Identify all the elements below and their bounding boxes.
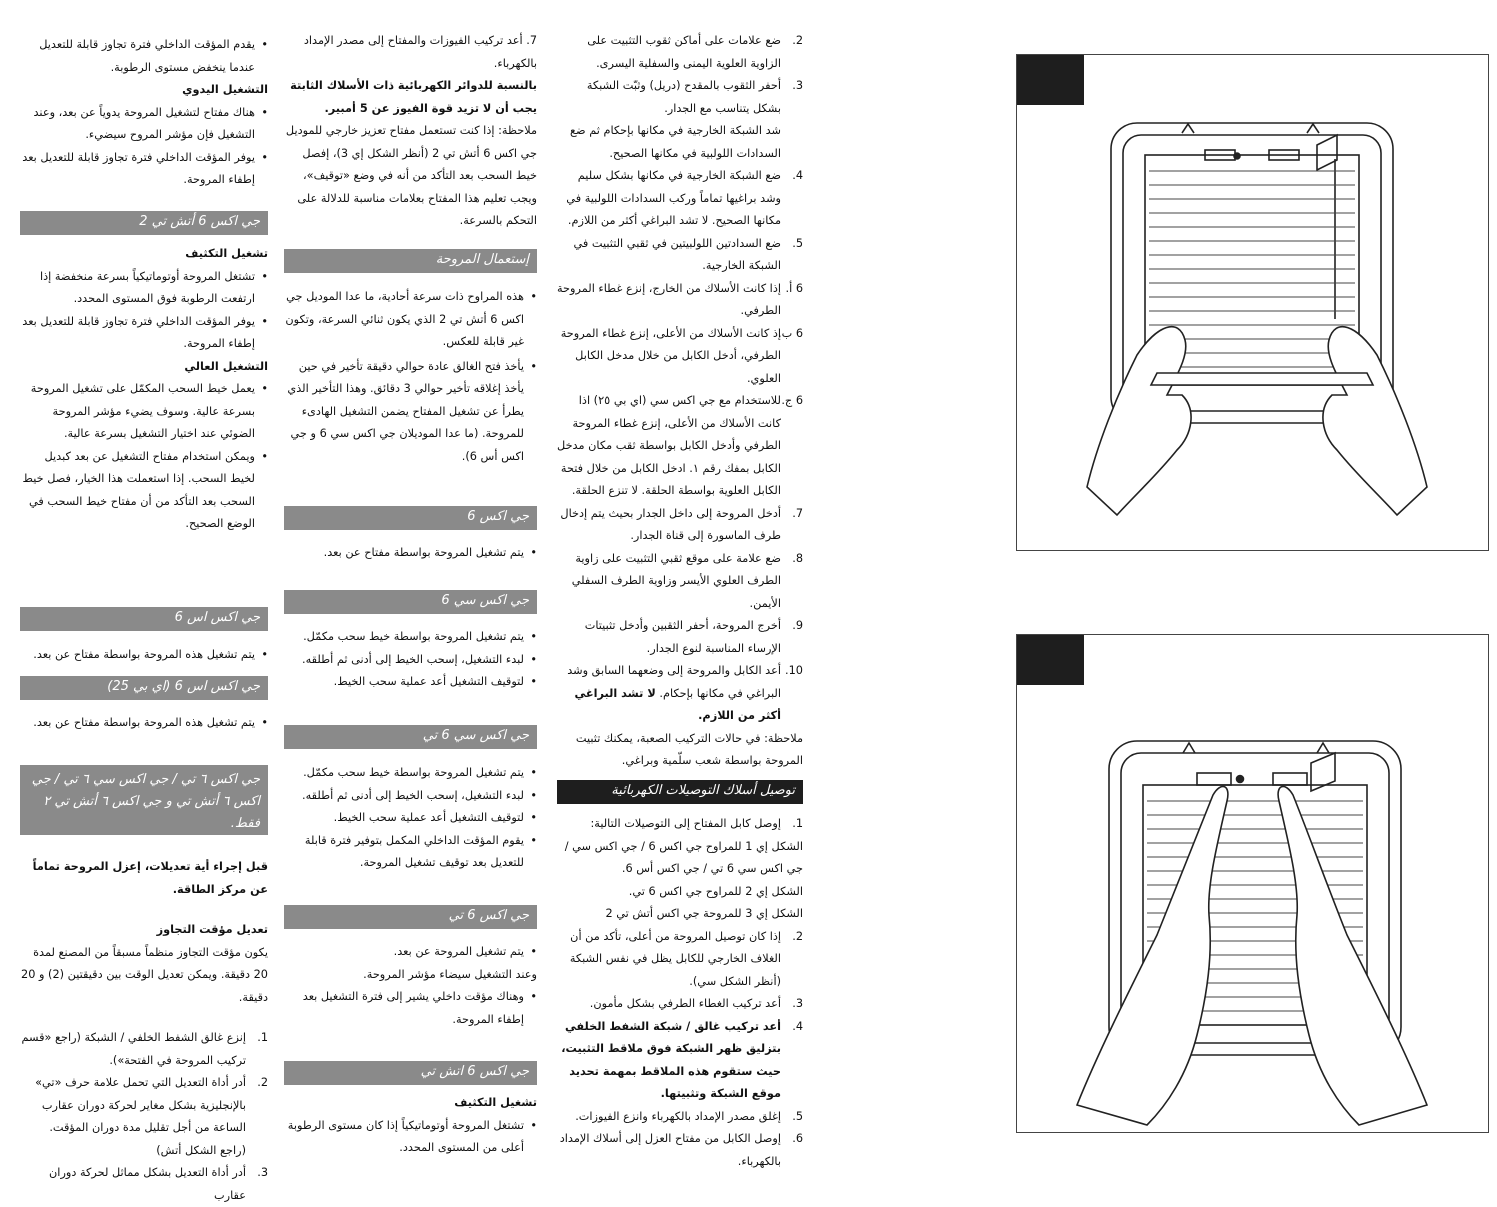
warning-text: قبل إجراء أية تعديلات، إعزل المروحة تماماً عن مركز الطاقة. [32, 860, 268, 896]
paragraph: • يتم تشغيل هذه المروحة بواسطة مفتاح عن بعد. [7, 712, 268, 735]
step-number: 2. [792, 929, 803, 943]
paragraph: • يتم تشغيل المروحة بواسطة خيط سحب مكمّل. [284, 762, 537, 785]
section-band: جي اكس 6 اتش تي [284, 1061, 537, 1085]
step-number: 1. [792, 817, 803, 830]
paragraph: • لبدء التشغيل، إسحب الخيط إلى أدنى ثم أطلقه. [284, 649, 537, 672]
step-item [557, 30, 803, 75]
section-band: جي اكس 6 [284, 506, 537, 530]
step-text: ضع علامات على أماكن ثقوب التثبيت على الزاوية العلوية اليمنى والسفلية اليسرى. [587, 34, 781, 70]
step-item [20, 1072, 268, 1162]
step-item [557, 233, 803, 278]
paragraph: • هناك مفتاح لتشغيل المروحة يدوياً عن بعد، وعند التشغيل فإن مؤشر المروح سيضيء. [20, 102, 268, 147]
step-number: 1. [257, 1031, 268, 1044]
section-band: جي اكس 6 أتش تي 2 [20, 211, 268, 235]
step-text: إوصل كابل المفتاح إلى التوصيلات التالية: [590, 817, 781, 830]
step-item [557, 1016, 803, 1106]
paragraph: • تشتغل المروحة أوتوماتيكياً إذا كان مستوى الرطوبة أعلى من المستوى المحدد. [284, 1115, 537, 1160]
step-text: أعد تركيب غالق / شبكة الشفط الخلفي بتزليق ظهر الشبكة فوق ملاقط التثبيت، حيث ستقوم هذه الملاقط بمهمة تحديد موقع الشبكة وتثبيتها. [561, 1019, 781, 1100]
section-heading: تشغيل التكثيف [454, 1096, 537, 1109]
step-number: 7. [792, 506, 803, 520]
paragraph: شد الشبكة الخارجية في مكانها بإحكام ثم ضع السدادات اللولبية في مكانها الصحيح. [570, 124, 781, 160]
step-text: أدر أداة التعديل التي تحمل علامة حرف «تي» بالإنجليزية بشكل مغاير لحركة دوران عقارب الساعة من أجل تقليل مدة دوران المؤقت. (راجع الشكل أتش) [35, 1076, 246, 1157]
paragraph: • وهناك مؤقت داخلي يشير إلى فترة التشغيل بعد إطفاء المروحة. [284, 986, 537, 1031]
fan-grille-hands-illustration [1017, 55, 1488, 550]
section-band: جي اكس ٦ تي / جي اكس سي ٦ تي / جي اكس ٦ أتش تي و جي اكس ٦ أتش تي ٢ فقط. [20, 765, 268, 835]
step-number: 3. [257, 1166, 268, 1179]
step-item [557, 993, 803, 1016]
step-text: أعد الكابل والمروحة إلى وضعهما السابق وشد البراغي في مكانها بإحكام. [567, 664, 781, 700]
section-heading: تشغيل التكثيف [185, 247, 268, 260]
paragraph: وعند التشغيل سيضاء مؤشر المروحة. [363, 967, 537, 981]
section-heading: تعديل مؤقت التجاوز [156, 923, 268, 936]
step-text: أحفر الثقوب بالمقدح (دريل) وثبّت الشبكة بشكل يتناسب مع الجدار. [586, 79, 781, 115]
step-text: أعد تركيب الغطاء الطرفي بشكل مأمون. [589, 997, 781, 1010]
step-item [557, 165, 803, 233]
section-band: جي اكس سي 6 [284, 590, 537, 614]
fan-grille-fingers-illustration [1017, 635, 1488, 1132]
paragraph: • يقدم المؤقت الداخلي فترة تجاوز قابلة للتعديل عندما ينخفض مستوى الرطوبة. [20, 34, 268, 79]
step-item [557, 615, 803, 660]
paragraph: • ويمكن استخدام مفتاح التشغيل عن بعد كبديل لخيط السحب. إذا استعملت هذا الخيار، فصل خيط السحب بعد التأكد من أن مفتاح خيط السحب في الوضع الصحيح. [20, 446, 268, 536]
section-band: جي اكس 6 تي [284, 905, 537, 929]
step-text: ضع علامة على موقع ثقبي التثبيت على زاوية الطرف العلوي الأيسر وزاوية الطرف السفلي الأيمن. [571, 551, 781, 610]
paragraph: • يتم تشغيل هذه المروحة بواسطة مفتاح عن بعد. [7, 644, 268, 667]
note-paragraph: ملاحظة: إذا كنت تستعمل مفتاح تعزيز خارجي للموديل جي اكس 6 أتش تي 2 (أنظر الشكل إي 3)، إفصل خيط السحب بعد التأكد من أنه في وضع «توقيف»، ويجب تعليم هذا المفتاح بعلامات مناسبة للدلالة على التحكم بالسرعة. [285, 124, 537, 227]
step-item [557, 926, 803, 994]
section-heading: التشغيل العالي [184, 359, 268, 373]
step-number: 5. [792, 236, 803, 250]
paragraph: • لبدء التشغيل، إسحب الخيط إلى أدنى ثم أطلقه. [284, 785, 537, 808]
paragraph: الشكل إي 3 للمروحة جي اكس أتش تي 2 [605, 907, 803, 920]
step-number: 3. [792, 997, 803, 1010]
step-item [557, 813, 803, 836]
step-number: 5. [792, 1109, 803, 1123]
step-number: 6. [792, 1132, 803, 1145]
step-number: 10. [785, 664, 803, 677]
step-number: 9. [792, 619, 803, 632]
step-number: 6 ج. [781, 394, 803, 407]
step-item [557, 278, 803, 323]
step-text: إغلق مصدر الإمداد بالكهرباء وانزع الفيوزات. [575, 1109, 781, 1123]
step-item [557, 1106, 803, 1129]
section-band: إستعمال المروحة [284, 249, 537, 273]
paragraph: • يتم تشغيل المروحة عن بعد. [284, 941, 537, 964]
note-paragraph: ملاحظة: في حالات التركيب الصعبة، يمكنك تثبيت المروحة بواسطة شعب سلّمية وبراغي. [575, 731, 803, 767]
step-text: إنزع غالق الشفط الخلفي / الشبكة (راجع «قسم تركيب المروحة في الفتحة»). [21, 1031, 246, 1067]
paragraph-bold: بالنسبة للدوائر الكهربائية ذات الأسلاك الثابتة يجب أن لا تزيد قوة الفيوز عن 5 أمبير. [290, 79, 537, 115]
section-band: جي اكس اس 6 (اي بي 25) [20, 676, 268, 700]
step-item [557, 323, 803, 391]
paragraph: • يعمل خيط السحب المكمّل على تشغيل المروحة بسرعة عالية. وسوف يضيء مؤشر المروحة الضوئي عند اختيار التشغيل بسرعة عالية. [20, 378, 268, 446]
step-item [557, 503, 803, 548]
figure-panel-top [1016, 54, 1489, 551]
step-text-bold: لا تشد البراغي أكثر من اللازم. [574, 686, 781, 722]
step-text: إذا كان توصيل المروحة من أعلى، تأكد من أن الغلاف الخارجي للكابل يظل في نفس الشبكة (أنظر الشكل سي). [569, 929, 781, 988]
step-number: 4. [792, 1019, 803, 1033]
paragraph: يكون مؤقت التجاوز منظماً مسبقاً من المصنع لمدة 20 دقيقة. ويمكن تعديل الوقت بين دقيقتين (2) و 20 دقيقة. [21, 945, 268, 1004]
paragraph: • تشتغل المروحة أوتوماتيكياً بسرعة منخفضة إذا ارتفعت الرطوبة فوق المستوى المحدد. [20, 266, 268, 311]
step-item [557, 390, 803, 503]
paragraph: • لتوقيف التشغيل أعد عملية سحب الخيط. [284, 807, 537, 830]
paragraph: • يتم تشغيل المروحة بواسطة خيط سحب مكمّل. [284, 626, 537, 649]
step-item [20, 1162, 268, 1207]
step-text: للاستخدام مع جي اكس سي (اي بي ٢٥) اذا كانت الأسلاك من الأعلى، إنزع غطاء المروحة الطرفي وأدخل الكابل بواسطة ثقب مكان مدخل الكابل بمفك رقم ١. ادخل الكابل من خلال فتحة الكابل العلوية بواسطة الحلقة. لا تنزع الحلقة. [557, 394, 781, 497]
figure-panel-bottom [1016, 634, 1489, 1133]
section-band: جي اكس اس 6 [20, 607, 268, 631]
step-item [20, 1027, 268, 1072]
step-number: 4. [792, 169, 803, 182]
step-text: أدر أداة التعديل بشكل مماثل لحركة دوران عقارب [49, 1166, 246, 1202]
paragraph: • هذه المراوح ذات سرعة أحادية، ما عدا الموديل جي اكس 6 أتش تي 2 الذي يكون ثنائي السرعة، وتكون غير قابلة للعكس. [284, 286, 537, 354]
step-number: 6 ب. [777, 326, 803, 340]
step-number: 6 أ. [785, 281, 803, 295]
step-number: 3. [792, 79, 803, 92]
step-number: 2. [257, 1076, 268, 1089]
paragraph: 7. أعد تركيب الفيوزات والمفتاح إلى مصدر الإمداد بالكهرباء. [303, 34, 537, 70]
step-item [557, 75, 803, 120]
step-item [557, 1128, 803, 1173]
paragraph: • يوفر المؤقت الداخلي فترة تجاوز قابلة للتعديل بعد إطفاء المروحة. [20, 311, 268, 356]
section-heading: التشغيل اليدوي [182, 83, 268, 96]
section-band: جي اكس سي 6 تي [284, 725, 537, 749]
paragraph: • يوفر المؤقت الداخلي فترة تجاوز قابلة للتعديل بعد إطفاء المروحة. [20, 147, 268, 192]
step-number: 2. [792, 34, 803, 47]
paragraph: • يأخذ فتح الغالق عادة حوالي دقيقة تأخير في حين يأخذ إغلاقه تأخير حوالي 3 دقائق. وهذا التأخير الذي يطرأ عن تشغيل المفتاح يضمن التشغيل الهادىء للمروحة. (ما عدا الموديلان جي اكس سي 6 و جي اكس أس 6). [284, 356, 537, 469]
paragraph: • لتوقيف التشغيل أعد عملية سحب الخيط. [284, 671, 537, 694]
step-item [557, 548, 803, 616]
step-number: 8. [792, 551, 803, 565]
step-text: إوصل الكابل من مفتاح العزل إلى أسلاك الإمداد بالكهرباء. [559, 1132, 781, 1168]
paragraph: • يتم تشغيل المروحة بواسطة مفتاح عن بعد. [271, 542, 537, 565]
step-item [557, 660, 803, 728]
section-band: توصيل أسلاك التوصيلات الكهربائية [557, 780, 803, 804]
paragraph: الشكل إي 2 للمراوح جي اكس 6 تي. [628, 884, 803, 898]
step-text: ضع الشبكة الخارجية في مكانها بشكل سليم وشد براغيها تماماً وركب السدادات اللولبية في مكانها الصحيح. لا تشد البراغي أكثر من اللازم. [566, 169, 781, 227]
paragraph: الشكل إي 1 للمراوح جي اكس 6 / جي اكس سي / جي اكس سي 6 تي / جي اكس أس 6. [564, 839, 803, 875]
step-text: إذ كانت الأسلاك من الأعلى، إنزع غطاء المروحة الطرفي، أدخل الكابل من خلال مدخل الكابل العلوي. [560, 326, 781, 385]
step-text: ضع السدادتين اللولبيتين في ثقبي التثبيت في الشبكة الخارجية. [573, 236, 781, 272]
step-text: إذا كانت الأسلاك من الخارج، إنزع غطاء المروحة الطرفي. [557, 281, 781, 317]
step-text: أدخل المروحة إلى داخل الجدار بحيث يتم إدخال طرف الماسورة إلى قناة الجدار. [560, 506, 781, 542]
paragraph: • يقوم المؤقت الداخلي المكمل بتوفير فترة قابلة للتعديل بعد توقيف تشغيل المروحة. [284, 830, 537, 875]
step-text: أخرج المروحة، أحفر الثقبين وأدخل تثبيتات الإرساء المناسبة لنوع الجدار. [584, 619, 781, 655]
